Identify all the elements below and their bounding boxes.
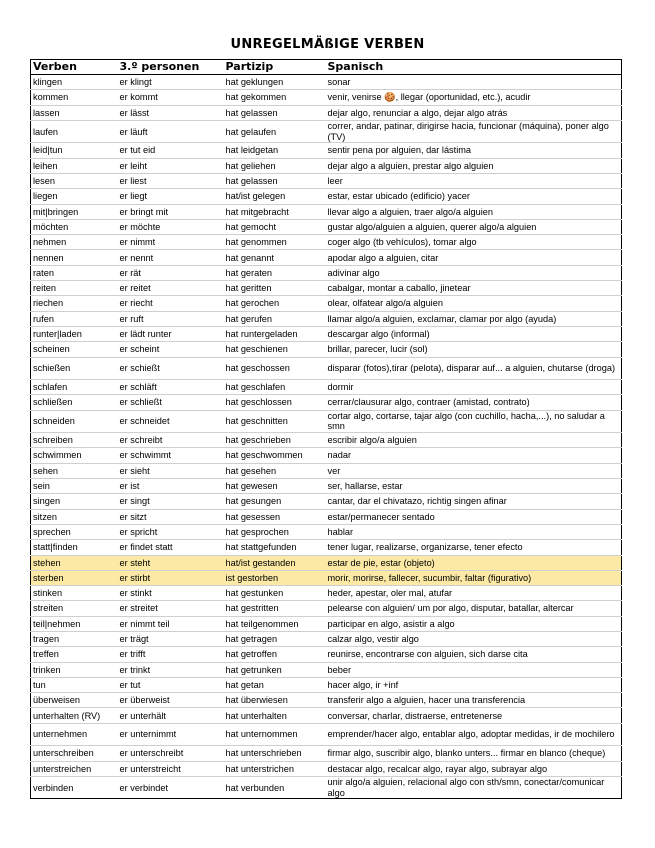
third-person-cell: er ruft [118, 311, 224, 326]
third-person-cell: er reitet [118, 281, 224, 296]
table-row [31, 281, 622, 296]
verb-infinitive-cell: sein [31, 479, 118, 494]
table-row [31, 143, 622, 158]
verb-infinitive-cell: streiten [31, 601, 118, 616]
table-row [31, 433, 622, 448]
participle-cell: hat stattgefunden [224, 540, 326, 555]
participle-cell: hat getroffen [224, 647, 326, 662]
verb-infinitive-cell: scheinen [31, 342, 118, 357]
table-row [31, 632, 622, 647]
table-row [31, 105, 622, 120]
participle-cell: hat geschwommen [224, 448, 326, 463]
verb-infinitive-cell: statt|finden [31, 540, 118, 555]
verb-infinitive-cell: raten [31, 265, 118, 280]
spanish-translation-cell: dejar algo, renunciar a algo, dejar algo atrás [326, 105, 622, 120]
participle-cell: hat genommen [224, 235, 326, 250]
third-person-cell: er nennt [118, 250, 224, 265]
participle-cell: hat gesehen [224, 463, 326, 478]
third-person-cell: er liest [118, 173, 224, 188]
table-header-row [31, 60, 622, 75]
participle-cell: hat unterhalten [224, 708, 326, 723]
participle-cell: hat geschlafen [224, 380, 326, 395]
column-header-spanisch: Spanisch [326, 60, 622, 75]
participle-cell: hat geraten [224, 265, 326, 280]
third-person-cell: er singt [118, 494, 224, 509]
third-person-cell: er schneidet [118, 410, 224, 433]
verb-infinitive-cell: unterschreiben [31, 746, 118, 761]
spanish-translation-cell: emprender/hacer algo, entablar algo, adoptar medidas, ir de mochilero [326, 723, 622, 746]
third-person-cell: er läuft [118, 120, 224, 143]
verb-infinitive-cell: verbinden [31, 776, 118, 799]
spanish-translation-cell: destacar algo, recalcar algo, rayar algo, subrayar algo [326, 761, 622, 776]
table-row [31, 509, 622, 524]
participle-cell: hat unterstrichen [224, 761, 326, 776]
spanish-translation-cell: descargar algo (informal) [326, 326, 622, 341]
table-row [31, 761, 622, 776]
participle-cell: hat überwiesen [224, 693, 326, 708]
table-row [31, 524, 622, 539]
verb-infinitive-cell: stinken [31, 586, 118, 601]
table-row [31, 120, 622, 143]
verb-infinitive-cell: sprechen [31, 524, 118, 539]
spanish-translation-cell: heder, apestar, oler mal, atufar [326, 586, 622, 601]
third-person-cell: er schläft [118, 380, 224, 395]
irregular-verbs-table [30, 59, 622, 799]
third-person-cell: er ist [118, 479, 224, 494]
third-person-cell: er verbindet [118, 776, 224, 799]
participle-cell: hat mitgebracht [224, 204, 326, 219]
table-row [31, 746, 622, 761]
table-row [31, 677, 622, 692]
table-row [31, 395, 622, 410]
column-header-verben: Verben [31, 60, 118, 75]
table-row [31, 380, 622, 395]
spanish-translation-cell: dormir [326, 380, 622, 395]
verb-infinitive-cell: mit|bringen [31, 204, 118, 219]
participle-cell: hat gelaufen [224, 120, 326, 143]
spanish-translation-cell: brillar, parecer, lucir (sol) [326, 342, 622, 357]
spanish-translation-cell: estar de pie, estar (objeto) [326, 555, 622, 570]
participle-cell: ist gestorben [224, 570, 326, 585]
participle-cell: hat geschossen [224, 357, 326, 380]
table-row [31, 90, 622, 105]
table-row [31, 463, 622, 478]
participle-cell: hat unterschrieben [224, 746, 326, 761]
participle-cell: hat gesungen [224, 494, 326, 509]
spanish-translation-cell: unir algo/a alguien, relacional algo con sth/smn, conectar/comunicar algo [326, 776, 622, 799]
table-row [31, 75, 622, 90]
table-body [31, 75, 622, 799]
participle-cell: hat leidgetan [224, 143, 326, 158]
third-person-cell: er liegt [118, 189, 224, 204]
table-row [31, 189, 622, 204]
table-row [31, 326, 622, 341]
participle-cell: hat gerufen [224, 311, 326, 326]
verb-infinitive-cell: singen [31, 494, 118, 509]
table-row [31, 494, 622, 509]
spanish-translation-cell: reunirse, encontrarse con alguien, sich darse cita [326, 647, 622, 662]
spanish-translation-cell: dejar algo a alguien, prestar algo alguien [326, 158, 622, 173]
participle-cell: hat getragen [224, 632, 326, 647]
participle-cell: hat geschienen [224, 342, 326, 357]
table-row [31, 158, 622, 173]
verb-infinitive-cell: sterben [31, 570, 118, 585]
verb-infinitive-cell: unterstreichen [31, 761, 118, 776]
verb-infinitive-cell: lesen [31, 173, 118, 188]
table-row [31, 479, 622, 494]
third-person-cell: er klingt [118, 75, 224, 90]
spanish-translation-cell: hacer algo, ir +inf [326, 677, 622, 692]
verb-infinitive-cell: sitzen [31, 509, 118, 524]
table-row [31, 342, 622, 357]
table-row [31, 173, 622, 188]
spanish-translation-cell: tener lugar, realizarse, organizarse, tener efecto [326, 540, 622, 555]
third-person-cell: er tut [118, 677, 224, 692]
table-row [31, 357, 622, 380]
third-person-cell: er nimmt [118, 235, 224, 250]
table-row [31, 540, 622, 555]
table-row [31, 708, 622, 723]
spanish-translation-cell: llamar algo/a alguien, exclamar, clamar por algo (ayuda) [326, 311, 622, 326]
table-row [31, 235, 622, 250]
spanish-translation-cell: ver [326, 463, 622, 478]
spanish-translation-cell: cerrar/clausurar algo, contraer (amistad, contrato) [326, 395, 622, 410]
third-person-cell: er lädt runter [118, 326, 224, 341]
column-header-3-personen: 3.º personen [118, 60, 224, 75]
participle-cell: hat/ist gelegen [224, 189, 326, 204]
third-person-cell: er trinkt [118, 662, 224, 677]
verb-infinitive-cell: schießen [31, 357, 118, 380]
third-person-cell: er möchte [118, 219, 224, 234]
participle-cell: hat geschlossen [224, 395, 326, 410]
spanish-translation-cell: transferir algo a alguien, hacer una transferencia [326, 693, 622, 708]
participle-cell: hat geschrieben [224, 433, 326, 448]
verb-infinitive-cell: stehen [31, 555, 118, 570]
table-row [31, 570, 622, 585]
participle-cell: hat gestunken [224, 586, 326, 601]
spanish-translation-cell: leer [326, 173, 622, 188]
third-person-cell: er leiht [118, 158, 224, 173]
verb-infinitive-cell: lassen [31, 105, 118, 120]
spanish-translation-cell: pelearse con alguien/ um por algo, disputar, batallar, altercar [326, 601, 622, 616]
table-row [31, 601, 622, 616]
verb-infinitive-cell: kommen [31, 90, 118, 105]
third-person-cell: er stinkt [118, 586, 224, 601]
spanish-translation-cell: olear, olfatear algo/a alguien [326, 296, 622, 311]
participle-cell: hat runtergeladen [224, 326, 326, 341]
table-row [31, 693, 622, 708]
participle-cell: hat geritten [224, 281, 326, 296]
table-row [31, 250, 622, 265]
verb-infinitive-cell: überweisen [31, 693, 118, 708]
table-row [31, 410, 622, 433]
verb-infinitive-cell: laufen [31, 120, 118, 143]
third-person-cell: er schreibt [118, 433, 224, 448]
spanish-translation-cell: escribir algo/a alguien [326, 433, 622, 448]
table-row [31, 448, 622, 463]
table-row [31, 647, 622, 662]
verb-infinitive-cell: nehmen [31, 235, 118, 250]
verb-infinitive-cell: teil|nehmen [31, 616, 118, 631]
third-person-cell: er kommt [118, 90, 224, 105]
spanish-translation-cell: sentir pena por alguien, dar lástima [326, 143, 622, 158]
verb-infinitive-cell: schreiben [31, 433, 118, 448]
third-person-cell: er unterstreicht [118, 761, 224, 776]
verb-infinitive-cell: schneiden [31, 410, 118, 433]
page-title: UNREGELMÄßIGE VERBEN [230, 37, 425, 52]
third-person-cell: er riecht [118, 296, 224, 311]
table-row [31, 311, 622, 326]
spanish-translation-cell: llevar algo a alguien, traer algo/a alguien [326, 204, 622, 219]
spanish-translation-cell: conversar, charlar, distraerse, entretenerse [326, 708, 622, 723]
third-person-cell: er streitet [118, 601, 224, 616]
participle-cell: hat gewesen [224, 479, 326, 494]
spanish-translation-cell: nadar [326, 448, 622, 463]
participle-cell: hat gelassen [224, 105, 326, 120]
third-person-cell: er findet statt [118, 540, 224, 555]
participle-cell: hat teilgenommen [224, 616, 326, 631]
verb-infinitive-cell: leid|tun [31, 143, 118, 158]
table-row [31, 204, 622, 219]
third-person-cell: er schwimmt [118, 448, 224, 463]
verb-infinitive-cell: klingen [31, 75, 118, 90]
spanish-translation-cell: apodar algo a alguien, citar [326, 250, 622, 265]
third-person-cell: er spricht [118, 524, 224, 539]
participle-cell: hat gesprochen [224, 524, 326, 539]
table-row [31, 555, 622, 570]
table-row [31, 265, 622, 280]
participle-cell: hat getan [224, 677, 326, 692]
verb-infinitive-cell: sehen [31, 463, 118, 478]
participle-cell: hat verbunden [224, 776, 326, 799]
third-person-cell: er sitzt [118, 509, 224, 524]
table-row [31, 219, 622, 234]
third-person-cell: er nimmt teil [118, 616, 224, 631]
third-person-cell: er bringt mit [118, 204, 224, 219]
third-person-cell: er überweist [118, 693, 224, 708]
table-row [31, 296, 622, 311]
verb-infinitive-cell: rufen [31, 311, 118, 326]
verb-infinitive-cell: runter|laden [31, 326, 118, 341]
spanish-translation-cell: cantar, dar el chivatazo, richtig singen afinar [326, 494, 622, 509]
spanish-translation-cell: calzar algo, vestir algo [326, 632, 622, 647]
third-person-cell: er trägt [118, 632, 224, 647]
third-person-cell: er unterhält [118, 708, 224, 723]
third-person-cell: er unternimmt [118, 723, 224, 746]
third-person-cell: er rät [118, 265, 224, 280]
spanish-translation-cell: disparar (fotos),tirar (pelota), disparar auf... a alguien, chutarse (droga) [326, 357, 622, 380]
participle-cell: hat geschnitten [224, 410, 326, 433]
participle-cell: hat unternommen [224, 723, 326, 746]
spanish-translation-cell: cortar algo, cortarse, tajar algo (con cuchillo, hacha,...), no saludar a smn [326, 410, 622, 433]
participle-cell: hat geklungen [224, 75, 326, 90]
participle-cell: hat gelassen [224, 173, 326, 188]
third-person-cell: er trifft [118, 647, 224, 662]
spanish-translation-cell: participar en algo, asistir a algo [326, 616, 622, 631]
spanish-translation-cell: sonar [326, 75, 622, 90]
verb-infinitive-cell: reiten [31, 281, 118, 296]
table-row [31, 586, 622, 601]
third-person-cell: er sieht [118, 463, 224, 478]
third-person-cell: er stirbt [118, 570, 224, 585]
table-row [31, 776, 622, 799]
third-person-cell: er schließt [118, 395, 224, 410]
verb-infinitive-cell: leihen [31, 158, 118, 173]
verb-infinitive-cell: unternehmen [31, 723, 118, 746]
verb-infinitive-cell: schwimmen [31, 448, 118, 463]
verb-infinitive-cell: trinken [31, 662, 118, 677]
spanish-translation-cell: beber [326, 662, 622, 677]
participle-cell: hat gestritten [224, 601, 326, 616]
participle-cell: hat gekommen [224, 90, 326, 105]
participle-cell: hat geliehen [224, 158, 326, 173]
spanish-translation-cell: adivinar algo [326, 265, 622, 280]
participle-cell: hat getrunken [224, 662, 326, 677]
verb-infinitive-cell: tragen [31, 632, 118, 647]
verb-infinitive-cell: nennen [31, 250, 118, 265]
spanish-translation-cell: coger algo (tb vehículos), tomar algo [326, 235, 622, 250]
third-person-cell: er steht [118, 555, 224, 570]
spanish-translation-cell: venir, venirse 🍪, llegar (oportunidad, etc.), acudir [326, 90, 622, 105]
spanish-translation-cell: morir, morirse, fallecer, sucumbir, faltar (figurativo) [326, 570, 622, 585]
spanish-translation-cell: cabalgar, montar a caballo, jinetear [326, 281, 622, 296]
spanish-translation-cell: estar, estar ubicado (edificio) yacer [326, 189, 622, 204]
spanish-translation-cell: hablar [326, 524, 622, 539]
participle-cell: hat gerochen [224, 296, 326, 311]
table-row [31, 616, 622, 631]
third-person-cell: er schießt [118, 357, 224, 380]
spanish-translation-cell: correr, andar, patinar, dirigirse hacia, funcionar (máquina), poner algo (TV) [326, 120, 622, 143]
participle-cell: hat gesessen [224, 509, 326, 524]
spanish-translation-cell: gustar algo/alguien a alguien, querer algo/a alguien [326, 219, 622, 234]
table-row [31, 723, 622, 746]
third-person-cell: er tut eid [118, 143, 224, 158]
column-header-partizip: Partizip [224, 60, 326, 75]
verb-infinitive-cell: liegen [31, 189, 118, 204]
participle-cell: hat gemocht [224, 219, 326, 234]
verb-infinitive-cell: schließen [31, 395, 118, 410]
third-person-cell: er unterschreibt [118, 746, 224, 761]
verb-infinitive-cell: riechen [31, 296, 118, 311]
verb-infinitive-cell: tun [31, 677, 118, 692]
participle-cell: hat/ist gestanden [224, 555, 326, 570]
spanish-translation-cell: firmar algo, suscribir algo, blanko unters... firmar en blanco (cheque) [326, 746, 622, 761]
spanish-translation-cell: ser, hallarse, estar [326, 479, 622, 494]
verb-infinitive-cell: treffen [31, 647, 118, 662]
participle-cell: hat genannt [224, 250, 326, 265]
third-person-cell: er lässt [118, 105, 224, 120]
verb-infinitive-cell: möchten [31, 219, 118, 234]
verb-infinitive-cell: schlafen [31, 380, 118, 395]
spanish-translation-cell: estar/permanecer sentado [326, 509, 622, 524]
verb-infinitive-cell: unterhalten (RV) [31, 708, 118, 723]
third-person-cell: er scheint [118, 342, 224, 357]
table-row [31, 662, 622, 677]
